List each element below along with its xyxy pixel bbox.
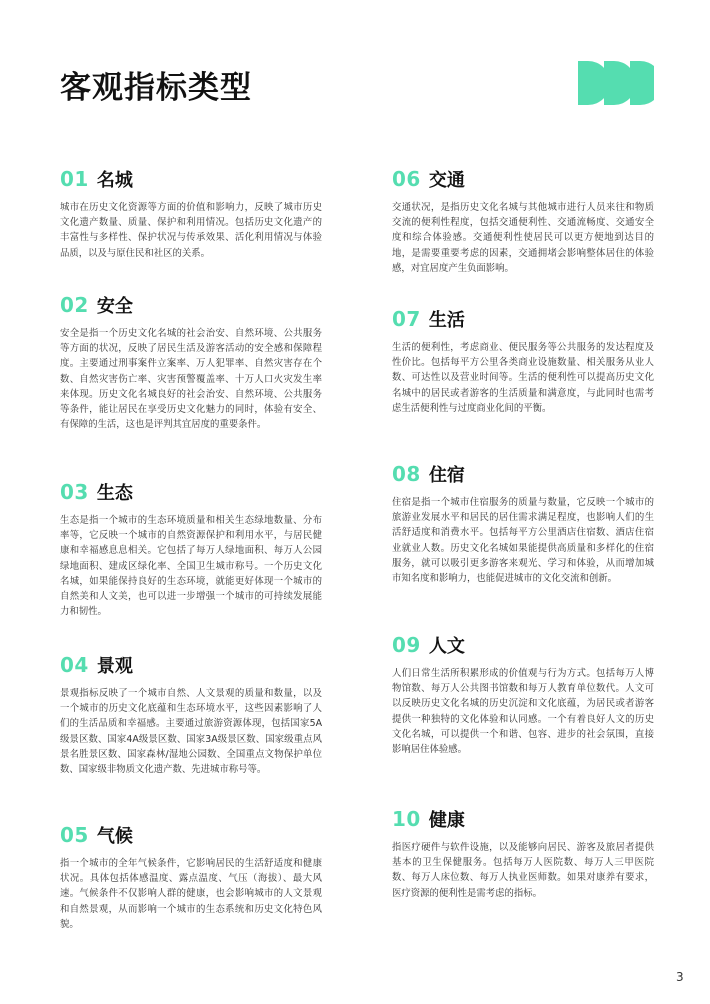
section-title: 气候 [96,826,133,847]
section-jingguan [60,652,322,777]
section-shengtai [60,479,322,619]
section-body: 指医疗硬件与软件设施，以及能够向居民、游客及旅居者提供基本的卫生保健服务。包括每万人医院数、每万人三甲医院数、每万人床位数、每万人执业医师数。如果对康养有要求，医疗资源的便利性是需考虑的指标。 [392,842,654,899]
section-heading [60,292,322,318]
section-body: 安全是指一个历史文化名城的社会治安、自然环境、公共服务等方面的状况，反映了居民生活及游客活动的安全感和保障程度。主要通过刑事案件立案率、万人犯罪率、自然灾害存在个数、自然灾害伤亡率、灾害预警覆盖率、十万人口火灾发生率来体现。历史文化名城良好的社会治安、自然环境、公共服务等条件，能让居民在享受历史文化魅力的同时，体验有安全、有保障的生活，这也是评判其宜居度的重要条件。 [60,328,322,431]
section-jiankang [392,806,654,901]
section-title: 景观 [96,656,133,677]
section-number: 04 [60,653,89,677]
section-heading [392,306,654,332]
section-anquan [60,292,322,432]
page-title: 客观指标类型 [60,70,252,106]
section-zhusu [392,461,654,586]
section-title: 名城 [96,170,133,191]
section-qihou [60,822,322,932]
section-number: 06 [392,167,421,191]
section-title: 健康 [428,810,465,831]
section-heading [60,652,322,678]
section-body: 交通状况，是指历史文化名城与其他城市进行人员来往和物质交流的便利性程度，包括交通便利性、交通流畅度、交通安全度和综合体验感。交通便利性使居民可以更方便地到达目的地，是需要重要考虑的因素，交通拥堵会影响整体居住的体验感，对宜居度产生负面影响。 [392,202,654,274]
section-body: 生态是指一个城市的生态环境质量和相关生态绿地数量、分布率等，它反映一个城市的自然资源保护和利用水平，与居民健康和幸福感息息相关。它包括了每万人绿地面积、每万人公园绿地面积、建成区绿化率、全国卫生城市称号。一个历史文化名城，如果能保持良好的生态环境，就能更好体现一个城市的自然美和人文美，也可以进一步增强一个城市的可持续发展能力和韧性。 [60,515,322,618]
section-number: 01 [60,167,89,191]
page-number: 3 [676,970,684,984]
section-heading [392,461,654,487]
section-heading [392,806,654,832]
section-number: 05 [60,823,89,847]
section-body: 指一个城市的全年气候条件，它影响居民的生活舒适度和健康状况。具体包括体感温度、露点温度、气压（海拔）、最大风速。气候条件不仅影响人群的健康，也会影响城市的人文景观和自然景观，从而影响一个城市的生态系统和历史文化特色风貌。 [60,858,322,930]
section-heading [60,822,322,848]
three-half-circles-logo [576,58,654,108]
section-body: 城市在历史文化资源等方面的价值和影响力，反映了城市历史文化遗产数量、质量、保护和利用情况。包括历史文化遗产的丰富性与多样性、保护状况与传承效果、活化利用情况与体验品质，以及与原住民和社区的关系。 [60,202,322,259]
section-number: 07 [392,307,421,331]
section-shenghuo [392,306,654,416]
section-jiaotong [392,166,654,276]
section-title: 生活 [428,310,465,331]
section-body: 生活的便利性，考虑商业、便民服务等公共服务的发达程度及性价比。包括每平方公里各类商业设施数量、相关服务从业人数、可达性以及营业时间等。生活的便利性可以提高历史文化名城中的居民或者游客的生活质量和满意度，与此同时也需考虑生活便利性与过度商业化间的平衡。 [392,342,654,414]
section-title: 安全 [96,296,133,317]
section-title: 住宿 [428,465,465,486]
section-heading [392,632,654,658]
section-body: 住宿是指一个城市住宿服务的质量与数量，它反映一个城市的旅游业发展水平和居民的居住需求满足程度，也影响人们的生活舒适度和消费水平。包括每平方公里酒店住宿数、酒店住宿业就业人数。历史文化名城如果能提供高质量和多样化的住宿服务，就可以吸引更多游客来观光、学习和体验，从而增加城市知名度和影响力，也能促进城市的文化交流和创新。 [392,497,654,585]
section-title: 生态 [96,483,133,504]
section-number: 08 [392,462,421,486]
section-title: 交通 [428,170,465,191]
section-body: 景观指标反映了一个城市自然、人文景观的质量和数量，以及一个城市的历史文化底蕴和生态环境水平，这些因素影响了人们的生活品质和幸福感。主要通过旅游资源体现，包括国家5A级景区数、国家4A级景区数、国家3A级景区数、国家级重点风景名胜景区数、国家森林/湿地公园数、全国重点文物保护单位数、国家级非物质文化遗产数、先进城市称号等。 [60,688,322,776]
section-number: 03 [60,480,89,504]
section-mingcheng [60,166,322,261]
section-renwen [392,632,654,757]
section-number: 02 [60,293,89,317]
section-heading [60,479,322,505]
section-number: 09 [392,633,421,657]
section-heading [392,166,654,192]
section-number: 10 [392,807,421,831]
section-heading [60,166,322,192]
section-body: 人们日常生活所积累形成的价值观与行为方式。包括每万人博物馆数、每万人公共图书馆数和每万人教育单位数代。人文可以反映历史文化名城的历史沉淀和文化底蕴，为居民或者游客提供一种独特的文化体验和认同感。一个有着良好人文的历史文化名城，可以提供一个和谐、包容、进步的社会氛围，直接影响居住体验感。 [392,668,654,756]
section-title: 人文 [428,636,465,657]
